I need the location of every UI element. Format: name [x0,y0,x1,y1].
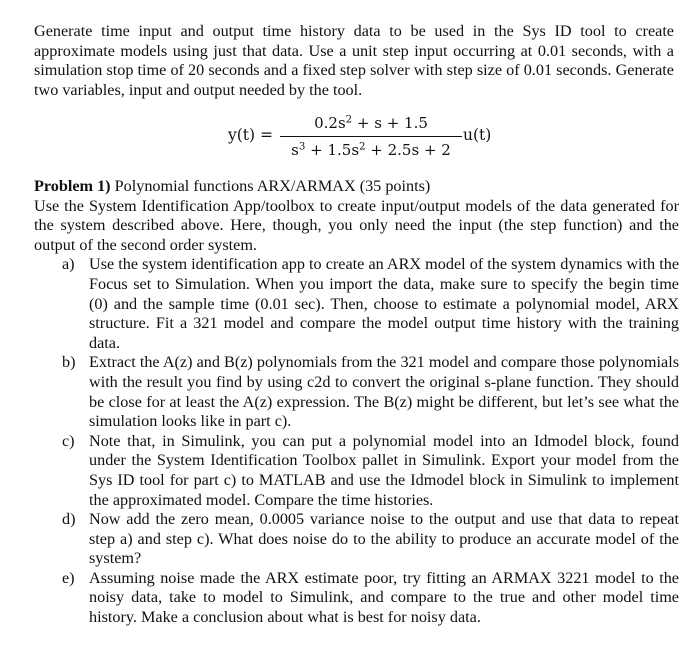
den-term-b: + 1.5s [305,141,360,159]
intro-paragraph: Generate time input and output time history data to be used in the Sys ID tool to create approximate models using just that data. Use a unit step input occurring at 0.01 seconds, with a simulation stop time of 20 seconds and a fixed step solver with step size of 0.01 seconds. Generate two variables, input and output needed by the tool. [34,22,674,99]
num-term-b: + s + 1.5 [352,114,428,132]
part-letter: a) [62,255,75,274]
equation-fraction [280,112,462,161]
part-letter: c) [62,431,75,450]
den-term-b-exp: 2 [359,141,366,153]
part-letter: d) [62,510,76,529]
part-text: Now add the zero mean, 0.0005 variance noise to the output and use that data to repeat step a) and step c). What does noise do to the ability to produce an accurate model of the system? [89,510,679,568]
list-item [34,353,679,431]
list-item [34,510,679,569]
num-term-a-exp: 2 [345,114,353,126]
problem-section [34,177,679,628]
equation-lhs: y(t) = [228,126,273,144]
equation-denominator [280,139,462,161]
den-term-a: s [291,141,299,159]
problem-description: Use the System Identification App/toolbox to create input/output models of the data generated for the system described above. Here, though, you only need the input (the step function) and the output of the second order system. [34,196,679,254]
problem-title-label: Problem 1) [34,177,111,195]
part-letter: b) [62,353,76,372]
list-item [34,432,679,510]
part-letter: e) [62,568,75,587]
problem-parts-list [34,255,679,627]
part-text: Assuming noise made the ARX estimate poor, try fitting an ARMAX 3221 model to the noisy data, take to model to Simulink, and compare to the true and other model time history. Make a conclusion about what is best for noisy data. [89,568,679,627]
transfer-function-equation [200,112,520,166]
den-term-c: + 2.5s + 2 [365,141,451,159]
part-text: Extract the A(z) and B(z) polynomials from the 321 model and compare those polynomials with the result you find by using c2d to convert the original s-plane function. They should be close for at least the A(z) expression. The B(z) might be different, but let’s see what the simulation looks like in part c). [89,353,679,431]
num-term-a: 0.2s [314,114,346,132]
list-item [34,255,679,353]
equation-rhs: u(t) [463,126,492,144]
part-text: Use the system identification app to create an ARX model of the system dynamics with the Focus set to Simulation. When you import the data, make sure to specify the begin time (0) and the sample time (0.01 sec). Then, choose to estimate a polynomial model, ARX structure. Fit a 321 model and compare the model output time history with the training data. [89,255,679,352]
fraction-bar [280,136,462,137]
equation-numerator [280,112,462,134]
problem-title [34,177,679,197]
part-text: Note that, in Simulink, you can put a polynomial model into an Idmodel block, found under the System Identification Toolbox pallet in Simulink. Export your model from the Sys ID tool for part c) to MATLAB and use the Idmodel block in Simulink to implement the approximated model. Compare the time histories. [89,431,679,509]
list-item [34,569,679,628]
den-term-a-exp: 3 [298,141,306,153]
problem-title-text: Polynomial functions ARX/ARMAX (35 points) [110,177,431,195]
